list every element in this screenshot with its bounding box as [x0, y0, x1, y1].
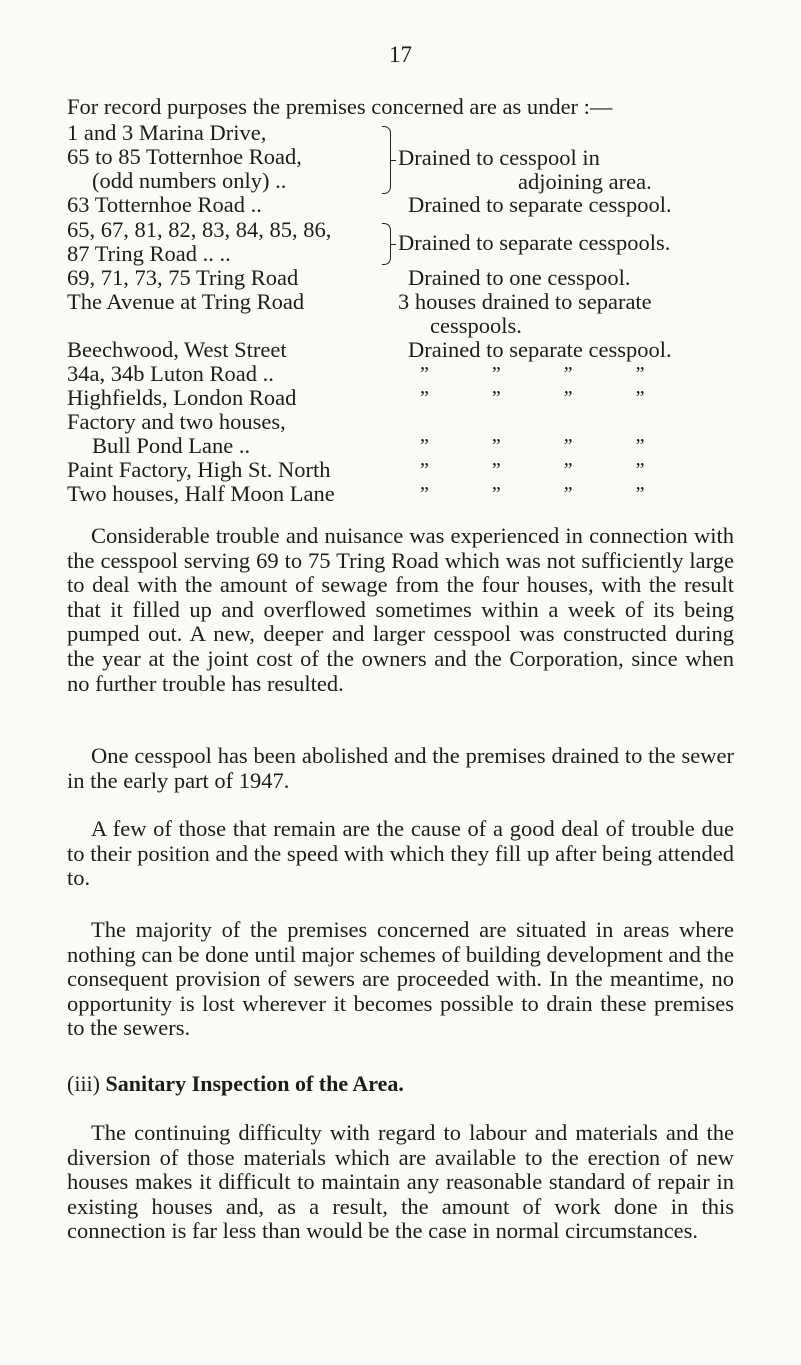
premises-4-result: Drained to one cesspool.: [408, 265, 631, 290]
premises-1-line-1: 1 and 3 Marina Drive,: [67, 120, 267, 145]
premises-3-line-2: 87 Tring Road .. ..: [67, 241, 231, 266]
premises-3-result: Drained to separate cesspools.: [398, 230, 671, 255]
paragraph-4: The majority of the premises concerned are situated in areas where nothing can be done until major schemes of building development and the consequent provision of sewers are proceeded with. In the meantime, no opportunity is lost wherever it becomes possible to drain these premises to the sewers.: [67, 917, 734, 1041]
premises-6-result: Drained to separate cesspool.: [408, 337, 672, 362]
premises-1-result-line-1: Drained to cesspool in: [398, 145, 600, 170]
premises-9-ditto: ” ” ” ”: [420, 435, 645, 457]
premises-5-line-1: The Avenue at Tring Road: [67, 289, 305, 314]
premises-7-ditto: ” ” ” ”: [420, 363, 645, 385]
intro-line: For record purposes the premises concerned are as under :—: [67, 94, 613, 119]
section-title: Sanitary Inspection of the Area.: [105, 1071, 404, 1096]
premises-9-line-2: Bull Pond Lane ..: [92, 433, 251, 458]
premises-11-line-1: Two houses, Half Moon Lane: [67, 481, 335, 506]
premises-1-line-3: (odd numbers only) ..: [92, 168, 287, 193]
bracket: [382, 126, 391, 194]
premises-10-line-1: Paint Factory, High St. North: [67, 457, 331, 482]
section-number: (iii): [67, 1071, 100, 1096]
premises-3-line-1: 65, 67, 81, 82, 83, 84, 85, 86,: [67, 217, 332, 242]
premises-4-line-1: 69, 71, 73, 75 Tring Road: [67, 265, 299, 290]
section-body: The continuing difficulty with regard to labour and materials and the diversion of those materials which are available to the erection of new houses makes it difficult to maintain any reasonable standard of repair in existing houses and, as a result, the amount of work done in this connection is far less than would be the case in normal circumstances.: [67, 1120, 734, 1244]
bracket: [382, 223, 391, 265]
premises-2-line-1: 63 Totternhoe Road ..: [67, 192, 262, 217]
page-number: 17: [389, 42, 412, 67]
premises-2-result: Drained to separate cesspool.: [408, 192, 672, 217]
premises-11-ditto: ” ” ” ”: [420, 483, 645, 505]
premises-1-line-2: 65 to 85 Totternhoe Road,: [67, 144, 302, 169]
paragraph-1: Considerable trouble and nuisance was experienced in connection with the cesspool serving 69 to 75 Tring Road which was not sufficiently large to deal with the amount of sewage from the four houses, with the result that it filled up and overflowed sometimes within a week of its being pumped out. A new, deeper and larger cesspool was constructed during the year at the joint cost of the owners and the Corporation, since when no further trouble has resulted.: [67, 523, 734, 696]
premises-7-line-1: 34a, 34b Luton Road ..: [67, 361, 274, 386]
premises-5-result-line-2: cesspools.: [430, 313, 522, 338]
premises-8-line-1: Highfields, London Road: [67, 385, 297, 410]
paragraph-2: One cesspool has been abolished and the premises drained to the sewer in the early part of 1947.: [67, 743, 734, 793]
premises-5-result-line-1: 3 houses drained to separate: [398, 289, 652, 314]
paragraph-3: A few of those that remain are the cause of a good deal of trouble due to their position and the speed with which they fill up after being attended to.: [67, 816, 734, 891]
premises-9-line-1: Factory and two houses,: [67, 409, 286, 434]
premises-10-ditto: ” ” ” ”: [420, 459, 645, 481]
premises-6-line-1: Beechwood, West Street: [67, 337, 287, 362]
section-heading: [67, 1071, 404, 1097]
premises-8-ditto: ” ” ” ”: [420, 387, 645, 409]
premises-1-result-line-2: adjoining area.: [518, 169, 652, 194]
